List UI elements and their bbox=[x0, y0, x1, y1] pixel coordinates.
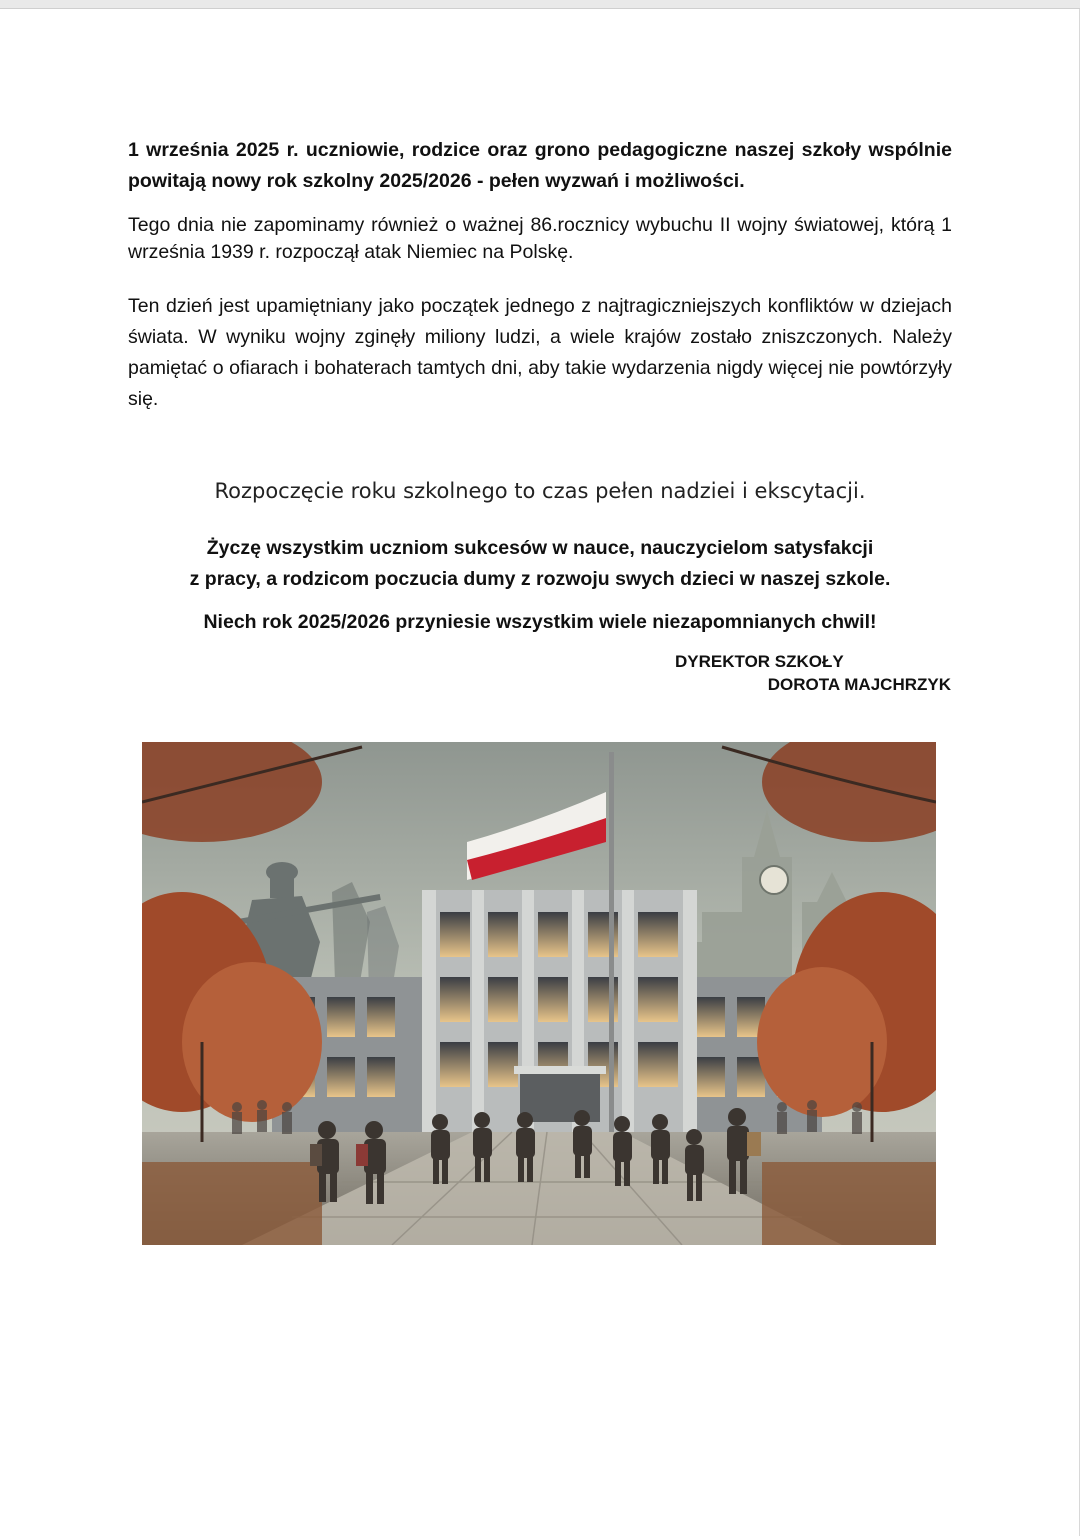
hope-line: Rozpoczęcie roku szkolnego to czas pełen nadziei i ekscytacji. bbox=[214, 479, 866, 503]
school-illustration bbox=[142, 742, 936, 1245]
intro-paragraph: 1 września 2025 r. uczniowie, rodzice oraz grono pedagogiczne naszej szkoły wspólnie powitają nowy rok szkolny 2025/2026 - pełen wyzwań i możliwości. bbox=[128, 139, 952, 192]
clock-icon bbox=[760, 866, 788, 894]
signature-name: DOROTA MAJCHRZYK bbox=[767, 675, 951, 694]
window-top-bar bbox=[0, 0, 1080, 9]
wishes-line-2: z pracy, a rodzicom poczucia dumy z rozwoju swych dzieci w naszej szkole. bbox=[189, 568, 891, 590]
remembrance-paragraph: Ten dzień jest upamiętniany jako początek jednego z najtragiczniejszych konfliktów w dziejach świata. W wyniku wojny zginęły miliony ludzi, a wiele krajów zostało zniszczonych. Należy pamiętać o ofiarach i bohaterach tamtych dni, aby takie wydarzenia nigdy więcej nie powtórzyły się. bbox=[128, 295, 952, 410]
anniversary-paragraph: Tego dnia nie zapominamy również o ważnej 86.rocznicy wybuchu II wojny światowej, którą 1 września 1939 r. rozpoczął atak Niemiec na Polskę. bbox=[128, 214, 952, 263]
wishes-block bbox=[128, 533, 952, 595]
wishes-line-1: Życzę wszystkim uczniom sukcesów w nauce, nauczycielom satysfakcji bbox=[206, 537, 874, 559]
signature-title: DYREKTOR SZKOŁY bbox=[675, 652, 844, 671]
document-page bbox=[0, 9, 1080, 1536]
school-illustration-graphic bbox=[142, 742, 936, 1245]
entrance-canopy bbox=[514, 1066, 606, 1074]
flagpole bbox=[609, 752, 614, 1142]
closing-wish: Niech rok 2025/2026 przyniesie wszystkim wiele niezapomnianych chwil! bbox=[203, 611, 877, 633]
